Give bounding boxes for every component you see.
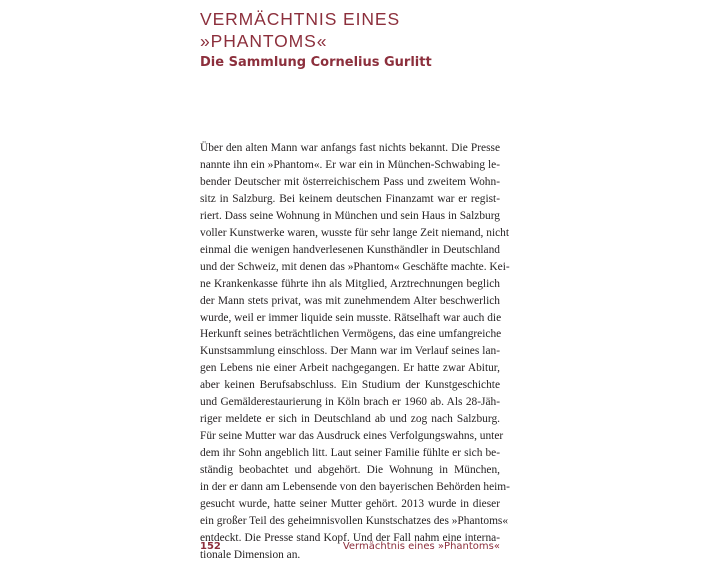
- text-line: ne Krankenkasse führte ihn als Mitglied, Arztrechnungen beglich: [200, 277, 500, 290]
- text-line: bender Deutscher mit österreichischem Pass und zweitem Wohn-: [200, 175, 500, 188]
- text-line: ein großer Teil des geheimnisvollen Kunstschatzes des »Phantoms«: [200, 514, 509, 527]
- running-head: Vermächtnis eines »Phantoms«: [342, 541, 500, 552]
- text-line: riger meldete er sich in Deutschland ab und zog nach Salzburg.: [200, 413, 500, 426]
- text-line: entdeckt. Die Presse stand Kopf. Und der Fall nahm eine interna-: [200, 531, 500, 544]
- page-number: 152: [200, 541, 221, 552]
- chapter-subtitle: Die Sammlung Cornelius Gurlitt: [200, 55, 432, 70]
- text-line: sitz in Salzburg. Bei keinem deutschen Finanzamt war er regist-: [200, 192, 500, 205]
- text-line: nannte ihn ein »Phantom«. Er war ein in München-Schwabing le-: [200, 158, 500, 171]
- text-line: der Mann stets privat, was mit zunehmendem Alter beschwerlich: [200, 294, 500, 307]
- chapter-title-line: »PHANTOMS«: [200, 31, 328, 51]
- text-line: in der er dann am Lebensende von den bayerischen Behörden heim-: [200, 481, 510, 494]
- text-line: tionale Dimension an.: [200, 548, 301, 561]
- chapter-title: [200, 8, 620, 52]
- text-line: Herkunft seines beträchtlichen Vermögens, das eine umfangreiche: [200, 328, 502, 341]
- text-line: wurde, weil er immer liquide sein musste. Rätselhaft war auch die: [200, 311, 502, 324]
- chapter-title-line: VERMÄCHTNIS EINES: [200, 9, 401, 29]
- text-line: einmal die wenigen handverlesenen Kunsthändler in Deutschland: [200, 243, 500, 256]
- text-line: gen Lebens nie einer Arbeit nachgegangen. Er hatte zwar Abitur,: [200, 362, 500, 375]
- text-line: voller Kunstwerke waren, wusste für sehr lange Zeit niemand, nicht: [200, 226, 510, 239]
- text-line: dem ihr Sohn angeblich litt. Laut seiner Familie fühlte er sich be-: [200, 447, 500, 460]
- text-line: Über den alten Mann war anfangs fast nichts bekannt. Die Presse: [200, 142, 500, 154]
- text-line: gesucht wurde, hatte seiner Mutter gehört. 2013 wurde in dieser: [200, 498, 500, 511]
- text-line: Für seine Mutter war das Ausdruck eines Verfolgungswahns, unter: [200, 430, 504, 443]
- text-line: und der Schweiz, mit denen das »Phantom« Geschäfte machte. Kei-: [200, 260, 510, 273]
- text-line: aber keinen Berufsabschluss. Ein Studium der Kunstgeschichte: [200, 379, 500, 392]
- text-line: Kunstsammlung einschloss. Der Mann war im Verlauf seines lan-: [200, 345, 500, 358]
- text-line: und Gemälderestaurierung in Köln brach er 1960 ab. Als 28-Jäh-: [200, 396, 500, 409]
- text-line: riert. Dass seine Wohnung in München und sein Haus in Salzburg: [200, 209, 500, 222]
- body-paragraph: [200, 140, 510, 564]
- text-line: ständig beobachtet und abgehört. Die Wohnung in München,: [200, 464, 500, 477]
